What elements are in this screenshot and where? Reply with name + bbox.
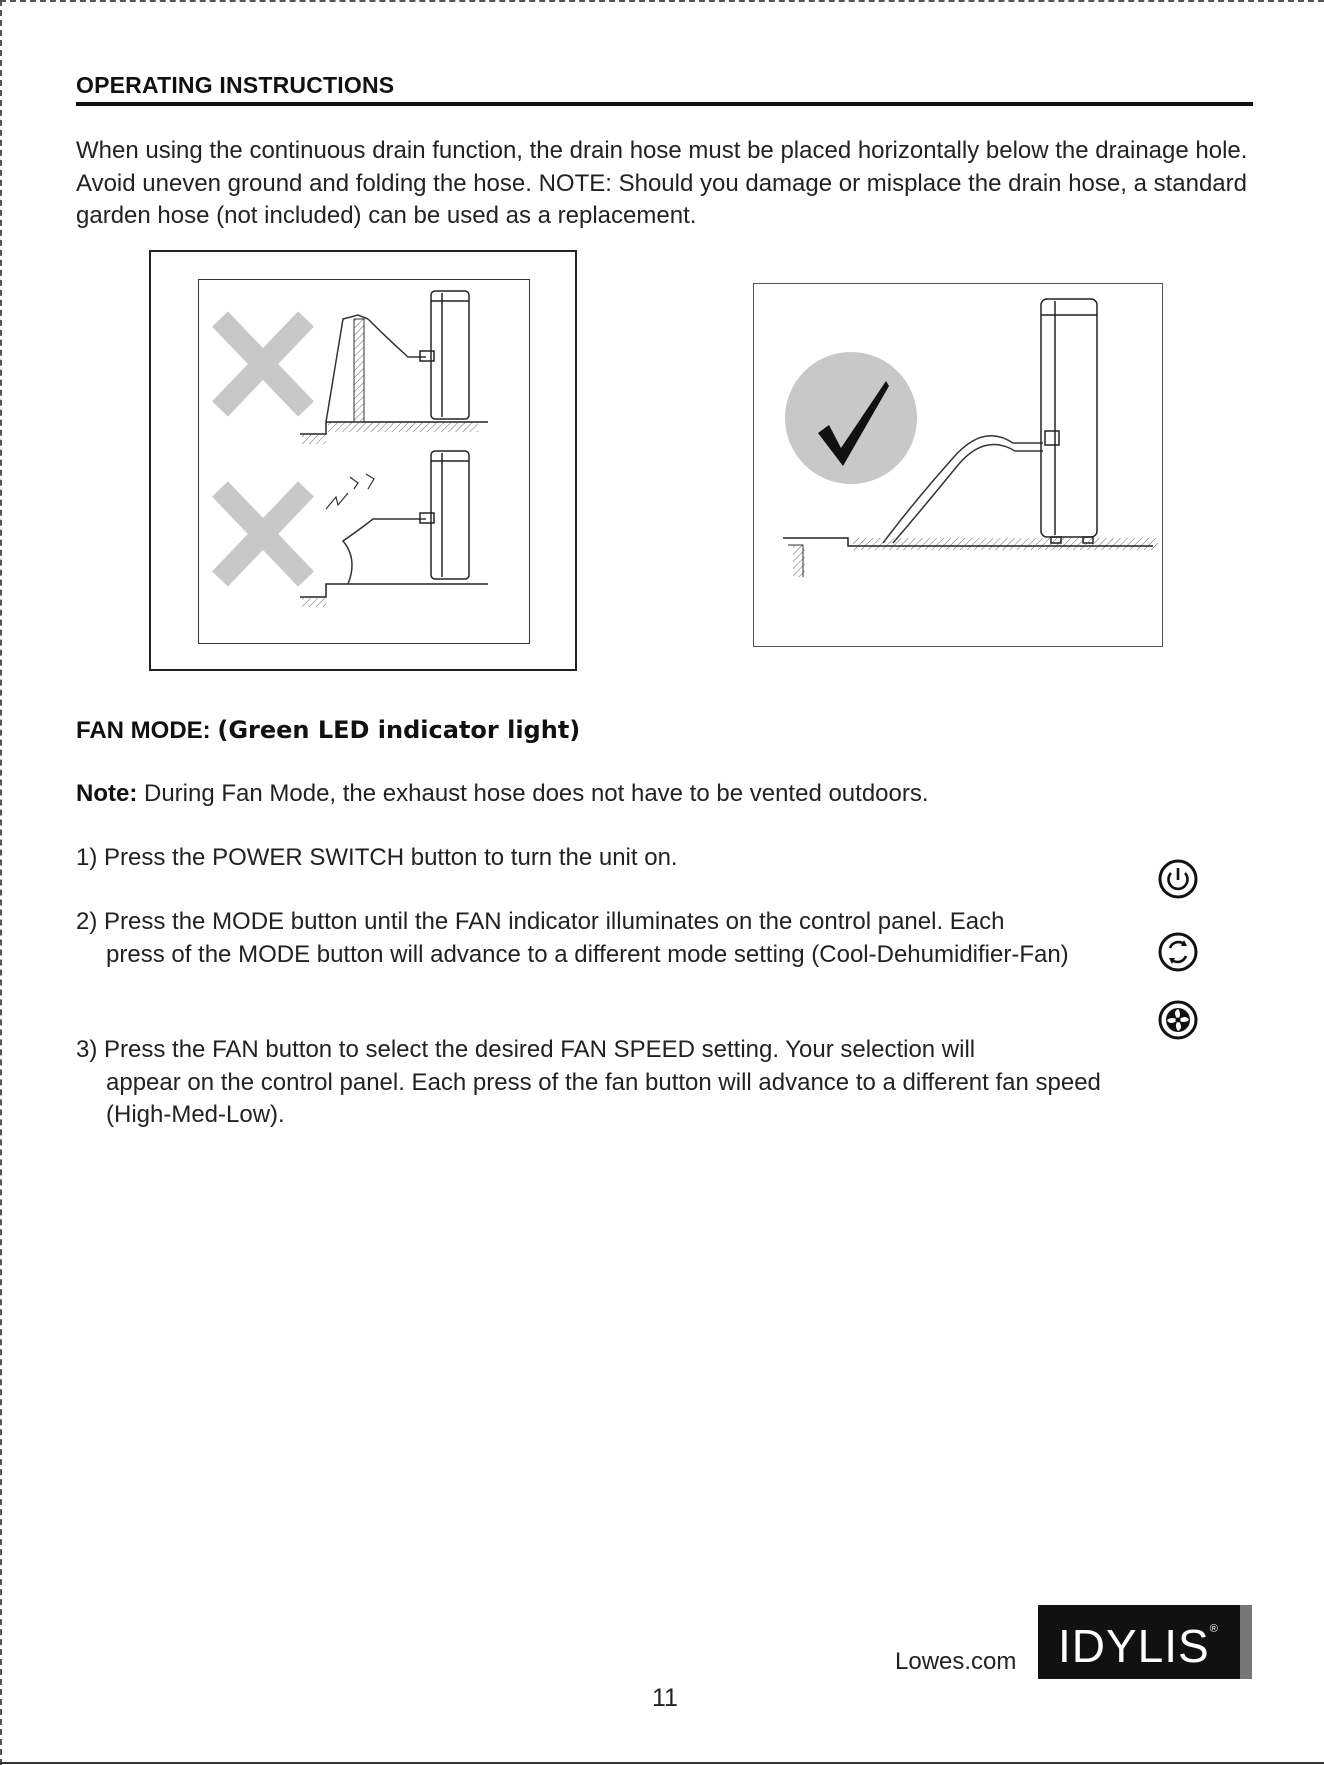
mode-icon [1158, 932, 1198, 972]
fan-mode-note [76, 780, 929, 808]
fan-icon [1158, 1000, 1198, 1040]
intro-paragraph: When using the continuous drain function, the drain hose must be placed horizontally below the drainage hole. Avoid uneven ground and folding the hose. NOTE: Should you damage or misplace the drain hose, a standard garden hose (not included) can be used as a replacement. [76, 137, 1248, 229]
step-number: 2) [76, 908, 98, 935]
fan-mode-title: FAN MODE: [76, 717, 211, 744]
air-conditioner-unit [420, 451, 469, 579]
footer-website: Lowes.com [895, 1648, 1017, 1675]
step-number: 3) [76, 1036, 98, 1063]
incorrect-placement-illustration [198, 279, 530, 644]
brand-name: IDYLIS [1058, 1620, 1210, 1672]
step-item [76, 1034, 1136, 1132]
air-conditioner-unit [420, 291, 469, 419]
note-text: During Fan Mode, the exhaust hose does not have to be vented outdoors. [137, 780, 929, 807]
fan-mode-subtitle: (Green LED indicator light) [217, 716, 581, 744]
title-underline [76, 102, 1253, 106]
page-number: 11 [652, 1684, 678, 1712]
power-icon [1158, 859, 1198, 899]
section-title: OPERATING INSTRUCTIONS [76, 72, 395, 98]
page-border-left [0, 0, 2, 1765]
step-text: Press the FAN button to select the desired FAN SPEED setting. Your selection will [104, 1036, 976, 1063]
x-mark-icon [220, 319, 306, 409]
step-text: Press the MODE button until the FAN indicator illuminates on the control panel. Each [104, 908, 1005, 935]
step-text-continued: appear on the control panel. Each press of the fan button will advance to a different fan speed (High-Med-Low). [106, 1068, 1101, 1128]
step-item [76, 842, 1136, 875]
note-label: Note: [76, 780, 138, 807]
correct-placement-illustration [753, 283, 1163, 647]
page-border-bottom [0, 1762, 1324, 1764]
x-mark-icon [220, 489, 306, 579]
step-text: Press the POWER SWITCH button to turn the unit on. [104, 844, 678, 871]
registered-mark: ® [1209, 1623, 1219, 1635]
fan-mode-heading [76, 716, 580, 745]
brand-logo-text [1058, 1619, 1219, 1673]
step-item [76, 906, 1136, 971]
step-number: 1) [76, 844, 98, 871]
air-conditioner-unit [1041, 299, 1097, 543]
checkmark-badge [785, 352, 917, 484]
step-text-continued: press of the MODE button will advance to a different mode setting (Cool-Dehumidifier-Fan) [106, 940, 1069, 968]
brand-logo-shade [1240, 1605, 1252, 1679]
page-border-top [0, 0, 1324, 2]
